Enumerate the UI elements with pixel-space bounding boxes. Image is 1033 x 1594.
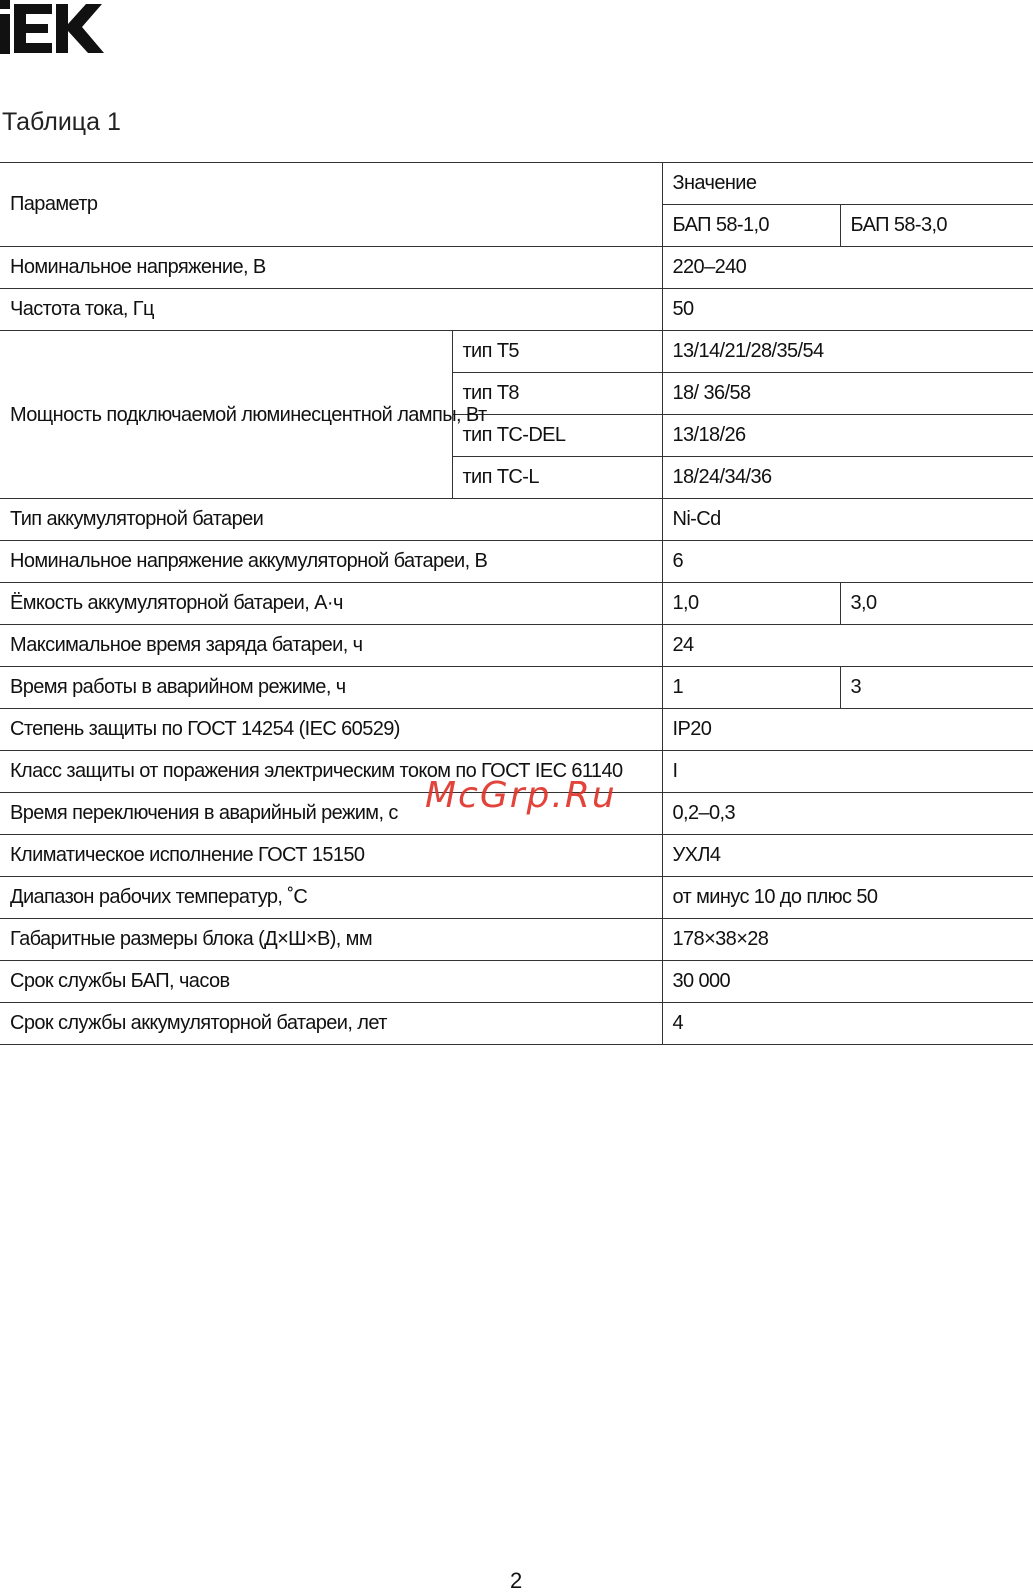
param-cell: Время работы в аварийном режиме, ч	[0, 667, 662, 709]
param-cell: Срок службы аккумуляторной батареи, лет	[0, 1003, 662, 1045]
table-row	[0, 625, 1033, 667]
table-row	[0, 247, 1033, 289]
page-number: 2	[510, 1568, 523, 1593]
table-row	[0, 835, 1033, 877]
value-cell: 220–240	[662, 247, 1033, 289]
value-cell: 18/ 36/58	[662, 373, 1033, 415]
lamp-type-cell: тип TC-DEL	[452, 415, 662, 457]
table-row	[0, 709, 1033, 751]
param-cell: Габаритные размеры блока (Д×Ш×В), мм	[0, 919, 662, 961]
header-value: Значение	[662, 163, 1033, 205]
table-row	[0, 961, 1033, 1003]
param-cell: Частота тока, Гц	[0, 289, 662, 331]
spec-table	[0, 162, 1033, 1045]
table-row	[0, 667, 1033, 709]
table-row	[0, 289, 1033, 331]
value-cell: 50	[662, 289, 1033, 331]
param-cell: Степень защиты по ГОСТ 14254 (IEC 60529)	[0, 709, 662, 751]
table-row	[0, 877, 1033, 919]
table-row	[0, 919, 1033, 961]
table-row	[0, 583, 1033, 625]
value-cell: от минус 10 до плюс 50	[662, 877, 1033, 919]
lamp-type-cell: тип T5	[452, 331, 662, 373]
value-cell: 3	[840, 667, 1033, 709]
param-cell: Номинальное напряжение аккумуляторной батареи, В	[0, 541, 662, 583]
param-cell: Диапазон рабочих температур, ˚С	[0, 877, 662, 919]
param-cell: Климатическое исполнение ГОСТ 15150	[0, 835, 662, 877]
value-cell: 3,0	[840, 583, 1033, 625]
param-cell: Максимальное время заряда батареи, ч	[0, 625, 662, 667]
value-cell: 24	[662, 625, 1033, 667]
lamp-type-cell: тип TC-L	[452, 457, 662, 499]
value-cell: 13/14/21/28/35/54	[662, 331, 1033, 373]
header-model-1: БАП 58-1,0	[662, 205, 840, 247]
value-cell: 6	[662, 541, 1033, 583]
lamp-power-label: Мощность подключаемой люминесцентной лампы, Вт	[0, 331, 452, 499]
value-cell: 18/24/34/36	[662, 457, 1033, 499]
value-cell: 13/18/26	[662, 415, 1033, 457]
param-cell: Класс защиты от поражения электрическим током по ГОСТ IEC 61140	[0, 751, 662, 793]
header-model-2: БАП 58-3,0	[840, 205, 1033, 247]
header-param: Параметр	[0, 163, 662, 247]
table-row	[0, 163, 1033, 205]
value-cell: Ni-Cd	[662, 499, 1033, 541]
value-cell: 30 000	[662, 961, 1033, 1003]
value-cell: 4	[662, 1003, 1033, 1045]
value-cell: 0,2–0,3	[662, 793, 1033, 835]
watermark: McGrp.Ru	[425, 775, 617, 816]
value-cell: I	[662, 751, 1033, 793]
value-cell: 178×38×28	[662, 919, 1033, 961]
param-cell: Тип аккумуляторной батареи	[0, 499, 662, 541]
lamp-type-cell: тип T8	[452, 373, 662, 415]
param-cell: Срок службы БАП, часов	[0, 961, 662, 1003]
value-cell: УХЛ4	[662, 835, 1033, 877]
table-row	[0, 1003, 1033, 1045]
value-cell: IP20	[662, 709, 1033, 751]
param-cell: Время переключения в аварийный режим, с	[0, 793, 662, 835]
table-row	[0, 499, 1033, 541]
table-caption: Таблица 1	[2, 108, 121, 136]
param-cell: Ёмкость аккумуляторной батареи, А·ч	[0, 583, 662, 625]
table-row	[0, 541, 1033, 583]
value-cell: 1,0	[662, 583, 840, 625]
value-cell: 1	[662, 667, 840, 709]
iek-logo	[0, 0, 118, 56]
param-cell: Номинальное напряжение, В	[0, 247, 662, 289]
table-row	[0, 331, 1033, 373]
